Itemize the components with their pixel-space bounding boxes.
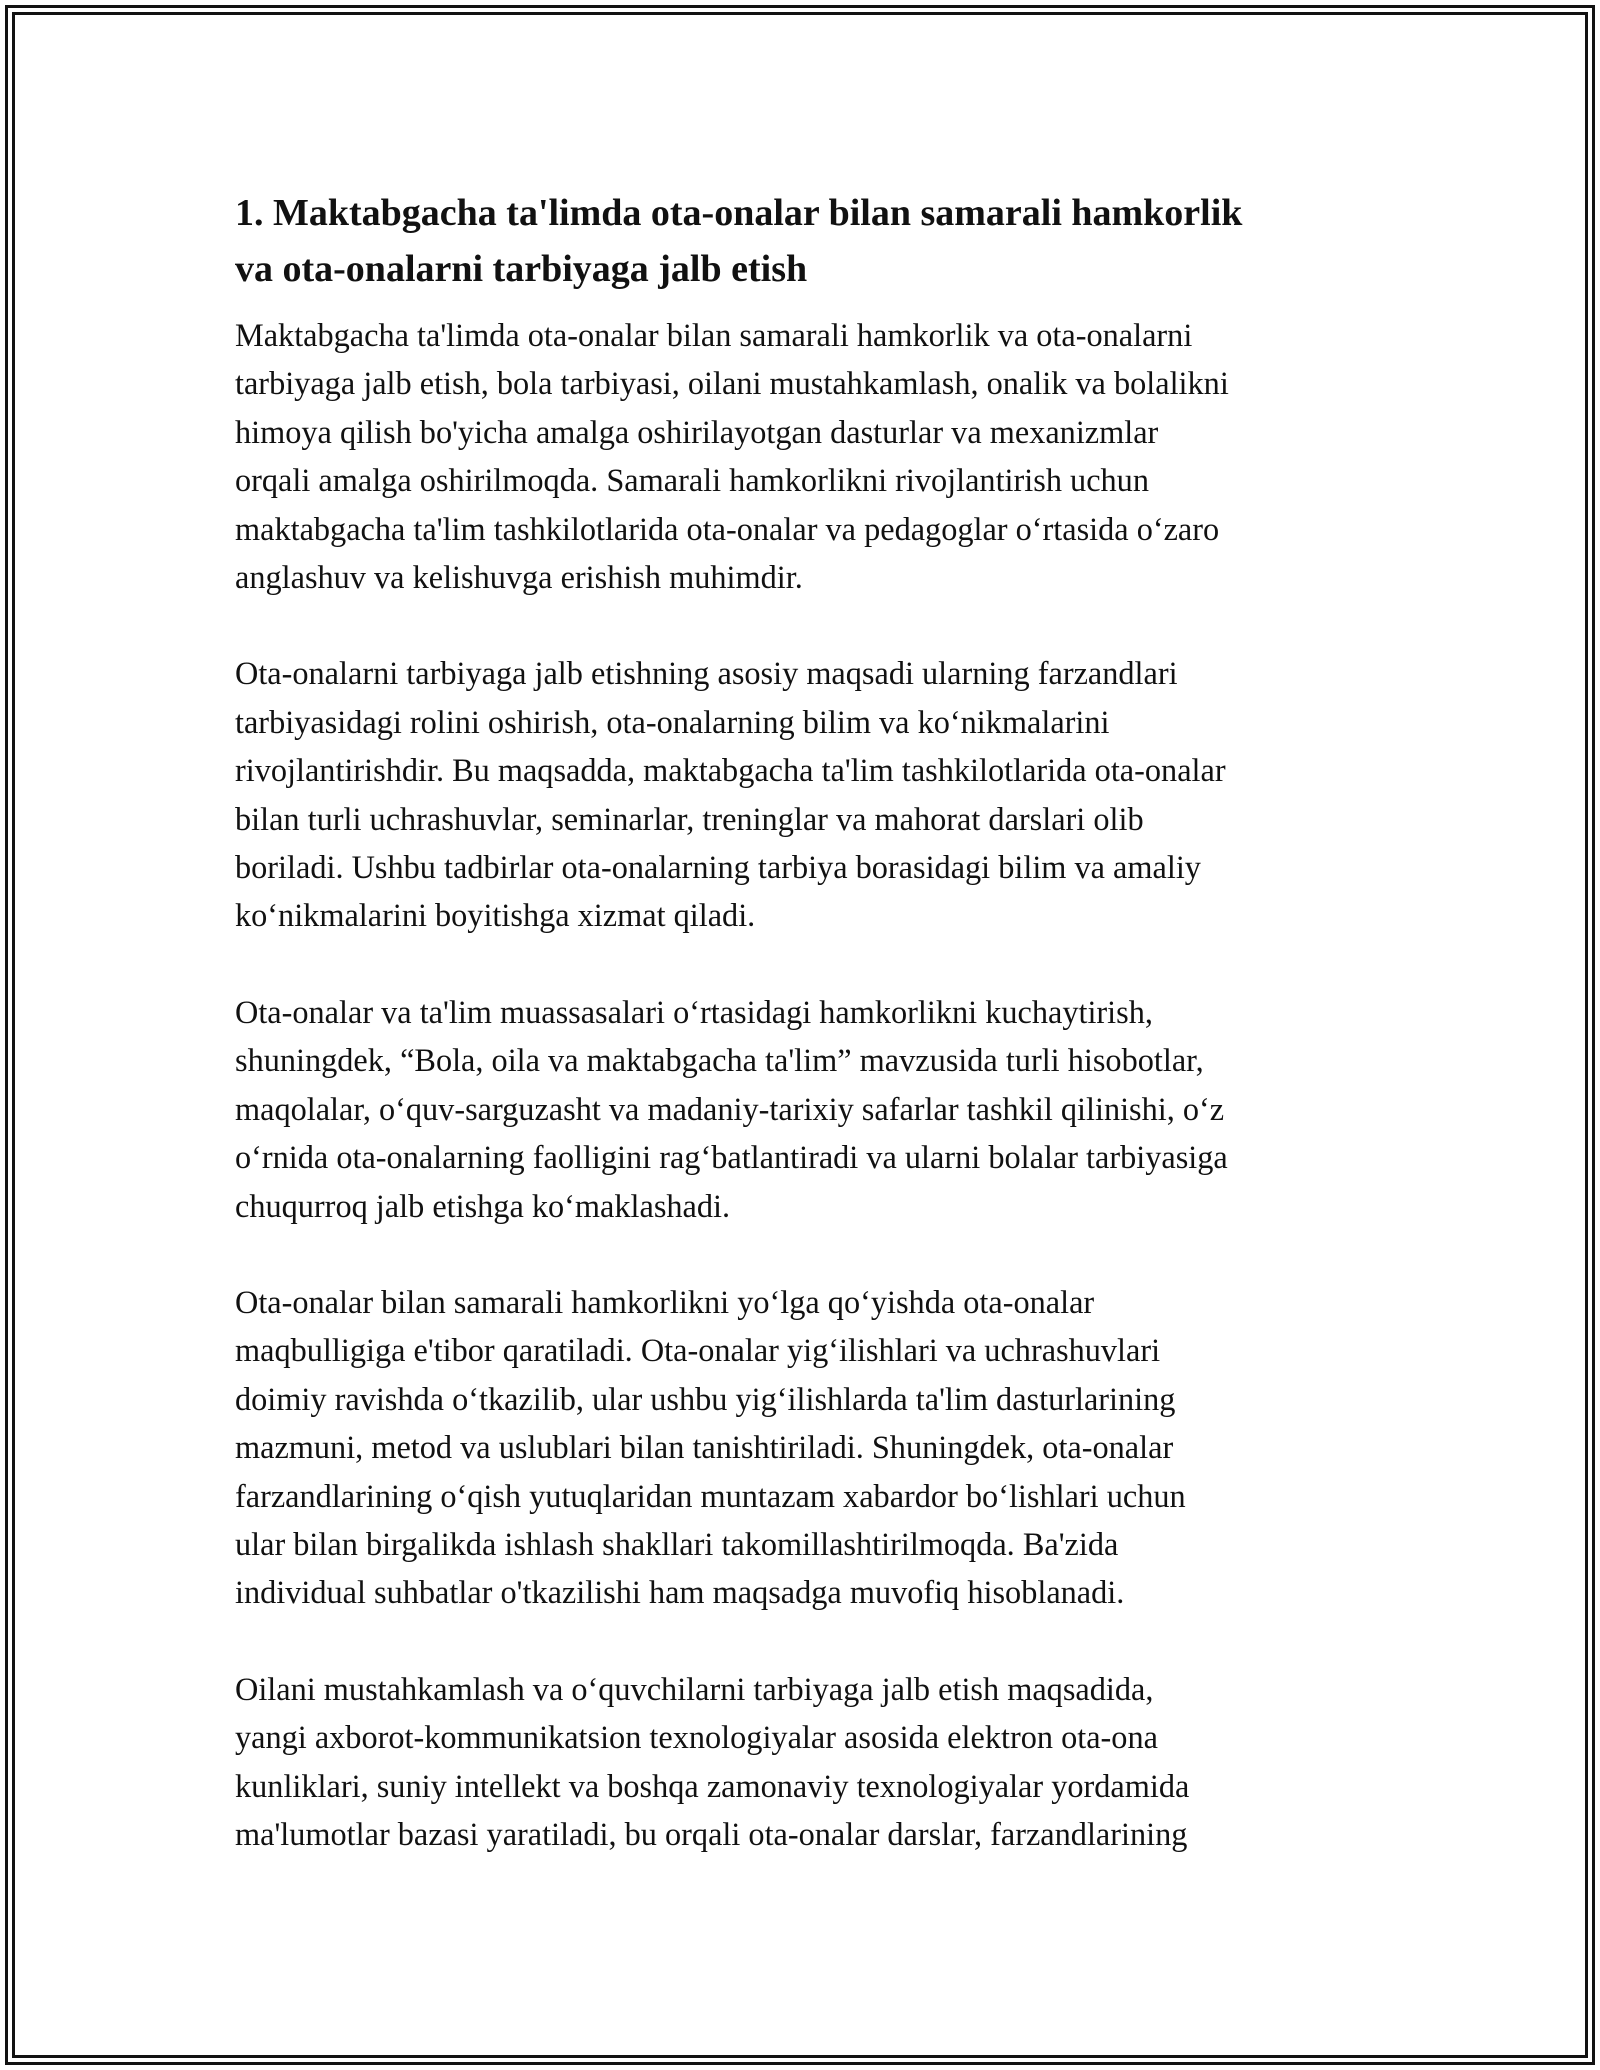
paragraph-5: Oilani mustahkamlash va oʻquvchilarni tarbiyaga jalb etish maqsadida, yangi axborot-kommunikatsion texnologiyalar asosida elektron ota-ona kunliklari, suniy intellekt va boshqa zamonaviy texnologiyalar yordamida ma'lumotlar bazasi yaratiladi, bu orqali ota-onalar darslar, farzandlarining [235, 1670, 1190, 1852]
section-heading: 1. Maktabgacha ta'limda ota-onalar bilan samarali hamkorlik va ota-onalarni tarbiyaga jalb etish [235, 192, 1243, 290]
document-body [235, 185, 1375, 1906]
paragraph-1: Maktabgacha ta'limda ota-onalar bilan samarali hamkorlik va ota-onalarni tarbiyaga jalb etish, bola tarbiyasi, oilani mustahkamlash, onalik va bolalikni himoya qilish bo'yicha amalga oshirilayotgan dasturlar va mexanizmlar orqali amalga oshirilmoqda. Samarali hamkorlikni rivojlantirish uchun maktabgacha ta'lim tashkilotlarida ota-onalar va pedagoglar oʻrtasida oʻzaro anglashuv va kelishuvga erishish muhimdir. [235, 317, 1229, 596]
paragraph-2: Ota-onalarni tarbiyaga jalb etishning asosiy maqsadi ularning farzandlari tarbiyasidagi rolini oshirish, ota-onalarning bilim va koʻnikmalarini rivojlantirishdir. Bu maqsadda, maktabgacha ta'lim tashkilotlarida ota-onalar bilan turli uchrashuvlar, seminarlar, treninglar va mahorat darslari olib boriladi. Ushbu tadbirlar ota-onalarning tarbiya borasidagi bilim va amaliy koʻnikmalarini boyitishga xizmat qiladi. [235, 655, 1226, 934]
paragraph-4: Ota-onalar bilan samarali hamkorlikni yoʻlga qoʻyishda ota-onalar maqbulligiga e'tibor qaratiladi. Ota-onalar yigʻilishlari va uchrashuvlari doimiy ravishda oʻtkazilib, ular ushbu yigʻilishlarda ta'lim dasturlarining mazmuni, metod va uslublari bilan tanishtiriladi. Shuningdek, ota-onalar farzandlarining oʻqish yutuqlaridan muntazam xabardor boʻlishlari uchun ular bilan birgalikda ishlash shakllari takomillashtirilmoqda. Ba'zida individual suhbatlar o'tkazilishi ham maqsadga muvofiq hisoblanadi. [235, 1283, 1186, 1611]
paragraph-3: Ota-onalar va ta'lim muassasalari oʻrtasidagi hamkorlikni kuchaytirish, shuningdek, “Bola, oila va maktabgacha ta'lim” mavzusida turli hisobotlar, maqolalar, oʻquv-sarguzasht va madaniy-tarixiy safarlar tashkil qilinishi, oʻz oʻrnida ota-onalarning faolligini ragʻbatlantiradi va ularni bolalar tarbiyasiga chuqurroq jalb etishga koʻmaklashadi. [235, 993, 1228, 1224]
